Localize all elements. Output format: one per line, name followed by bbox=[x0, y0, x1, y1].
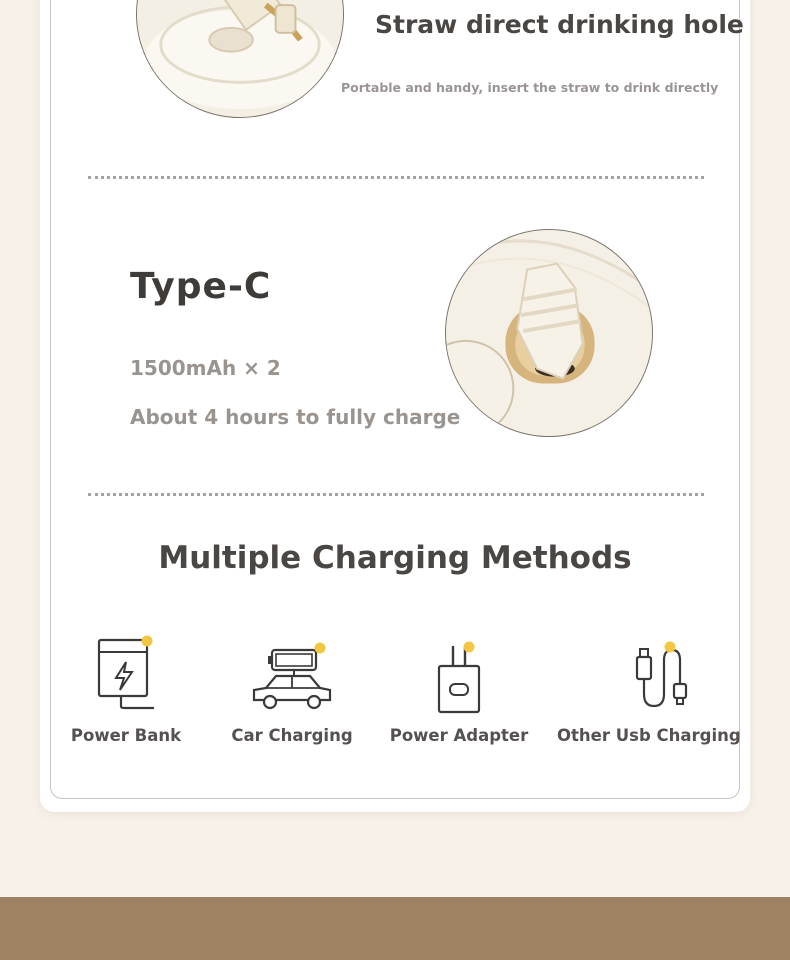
method-label: Car Charging bbox=[231, 726, 353, 745]
dotted-divider bbox=[88, 176, 704, 179]
power-adapter-icon bbox=[409, 632, 509, 722]
typec-port-photo bbox=[445, 229, 653, 437]
dotted-divider bbox=[88, 493, 704, 496]
typec-title: Type-C bbox=[130, 266, 272, 307]
method-label: Other Usb Charging bbox=[557, 726, 741, 745]
method-usb-charging bbox=[557, 632, 741, 745]
straw-section-title: Straw direct drinking hole bbox=[375, 10, 744, 39]
charge-time: About 4 hours to fully charge bbox=[130, 405, 461, 429]
method-car-charging bbox=[207, 632, 377, 745]
battery-capacity: 1500mAh × 2 bbox=[130, 356, 281, 380]
method-power-adapter bbox=[374, 632, 544, 745]
power-bank-icon bbox=[76, 632, 176, 722]
usb-cable-icon bbox=[592, 632, 692, 722]
method-label: Power Adapter bbox=[389, 726, 529, 745]
charging-methods-title: Multiple Charging Methods bbox=[158, 540, 632, 576]
straw-section-subtitle: Portable and handy, insert the straw to drink directly bbox=[341, 80, 719, 95]
bottom-color-band bbox=[0, 897, 790, 960]
method-label: Power Bank bbox=[70, 726, 182, 745]
method-power-bank bbox=[41, 632, 211, 745]
car-charging-icon bbox=[242, 632, 342, 722]
